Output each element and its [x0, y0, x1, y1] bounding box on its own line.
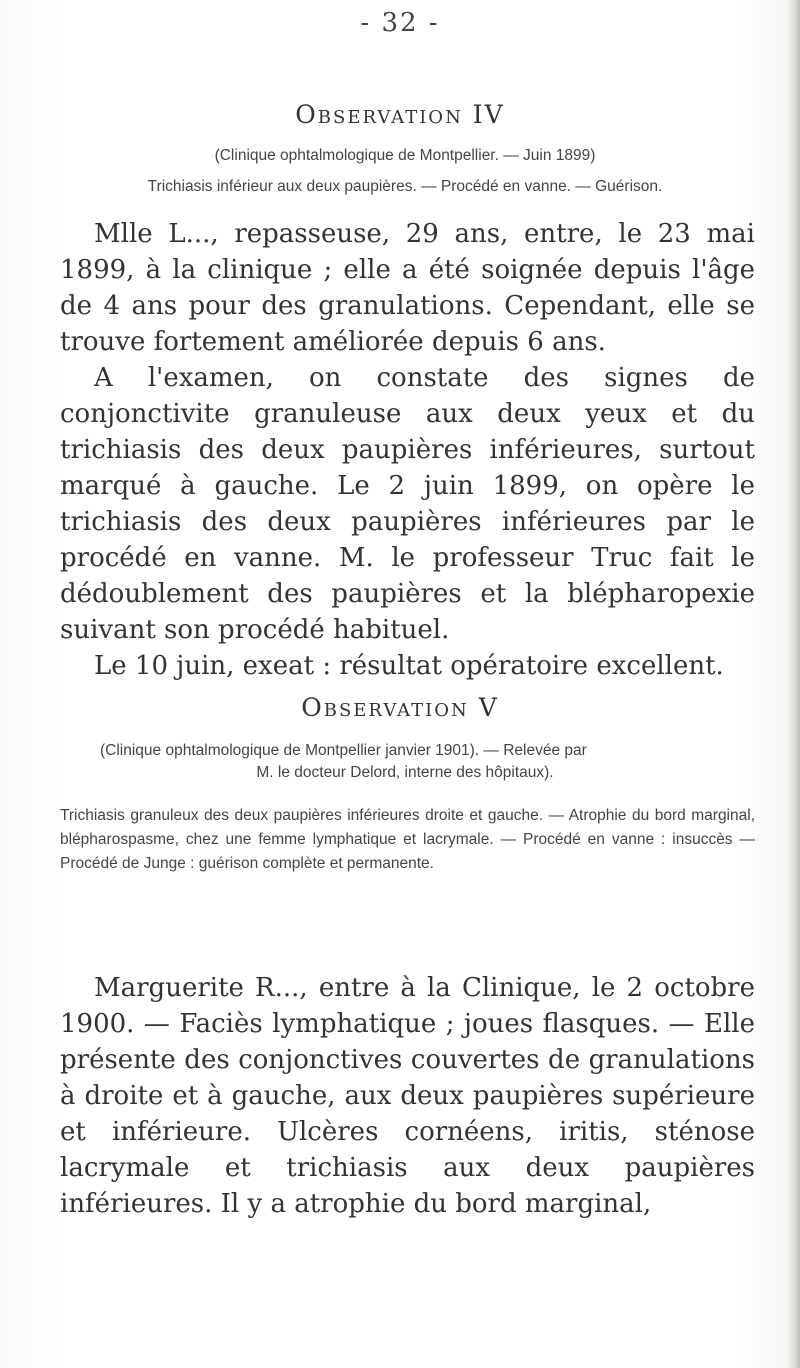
- observation-5-body: [60, 970, 755, 1222]
- observation-5-paragraph: Marguerite R..., entre à la Clinique, le 2 octobre 1900. — Faciès lymphatique ; joues flasques. — Elle présente des conjonctives couvertes de granulations à droite et à gauche, aux deux paupières supérieure et inférieure. Ulcères cornéens, iritis, sténose lacrymale et trichiasis aux deux paupières inférieures. Il y a atrophie du bord marginal,: [60, 973, 755, 1219]
- observation-4-title: Observation IV: [295, 100, 505, 129]
- observation-5-summary-text: Trichiasis granuleux des deux paupières inférieures droite et gauche. — Atrophie du bord marginal, blépharospasme, chez une femme lymphatique et lacrymale. — Procédé en vanne : insuccès — Procédé de Junge : guérison complète et permanente.: [60, 807, 755, 872]
- page-edge-shadow: [786, 0, 800, 1368]
- observation-4-summary-line: Trichiasis inférieur aux deux paupières. — Procédé en vanne. — Guérison.: [147, 178, 663, 195]
- observation-4-paragraph-2: A l'examen, on constate des signes de conjonctivite granuleuse aux deux yeux et du trichiasis des deux paupières inférieures, surtout marqué à gauche. Le 2 juin 1899, on opère le trichiasis des deux paupières inférieures par le procédé en vanne. M. le professeur Truc fait le dédoublement des paupières et la blépharopexie suivant son procédé habituel.: [60, 363, 755, 645]
- observation-4-body: [60, 216, 755, 684]
- observation-5-title: Observation V: [301, 693, 499, 722]
- observation-4-paragraph-1: Mlle L..., repasseuse, 29 ans, entre, le 23 mai 1899, à la clinique ; elle a été soignée depuis l'âge de 4 ans pour des granulations. Cependant, elle se trouve fortement améliorée depuis 6 ans.: [60, 219, 755, 357]
- observation-5-clinic-line-2: M. le docteur Delord, interne des hôpitaux).: [256, 764, 554, 781]
- observation-5-summary: [60, 804, 755, 876]
- observation-4-paragraph-3: Le 10 juin, exeat : résultat opératoire excellent.: [94, 651, 724, 681]
- observation-5-clinic-block: [60, 740, 750, 784]
- page-number: - 32 -: [360, 8, 440, 38]
- observation-4-clinic-line: (Clinique ophtalmologique de Montpellier. — Juin 1899): [214, 147, 596, 164]
- observation-5-clinic-line-1: (Clinique ophtalmologique de Montpellier janvier 1901). — Relevée par: [100, 742, 587, 759]
